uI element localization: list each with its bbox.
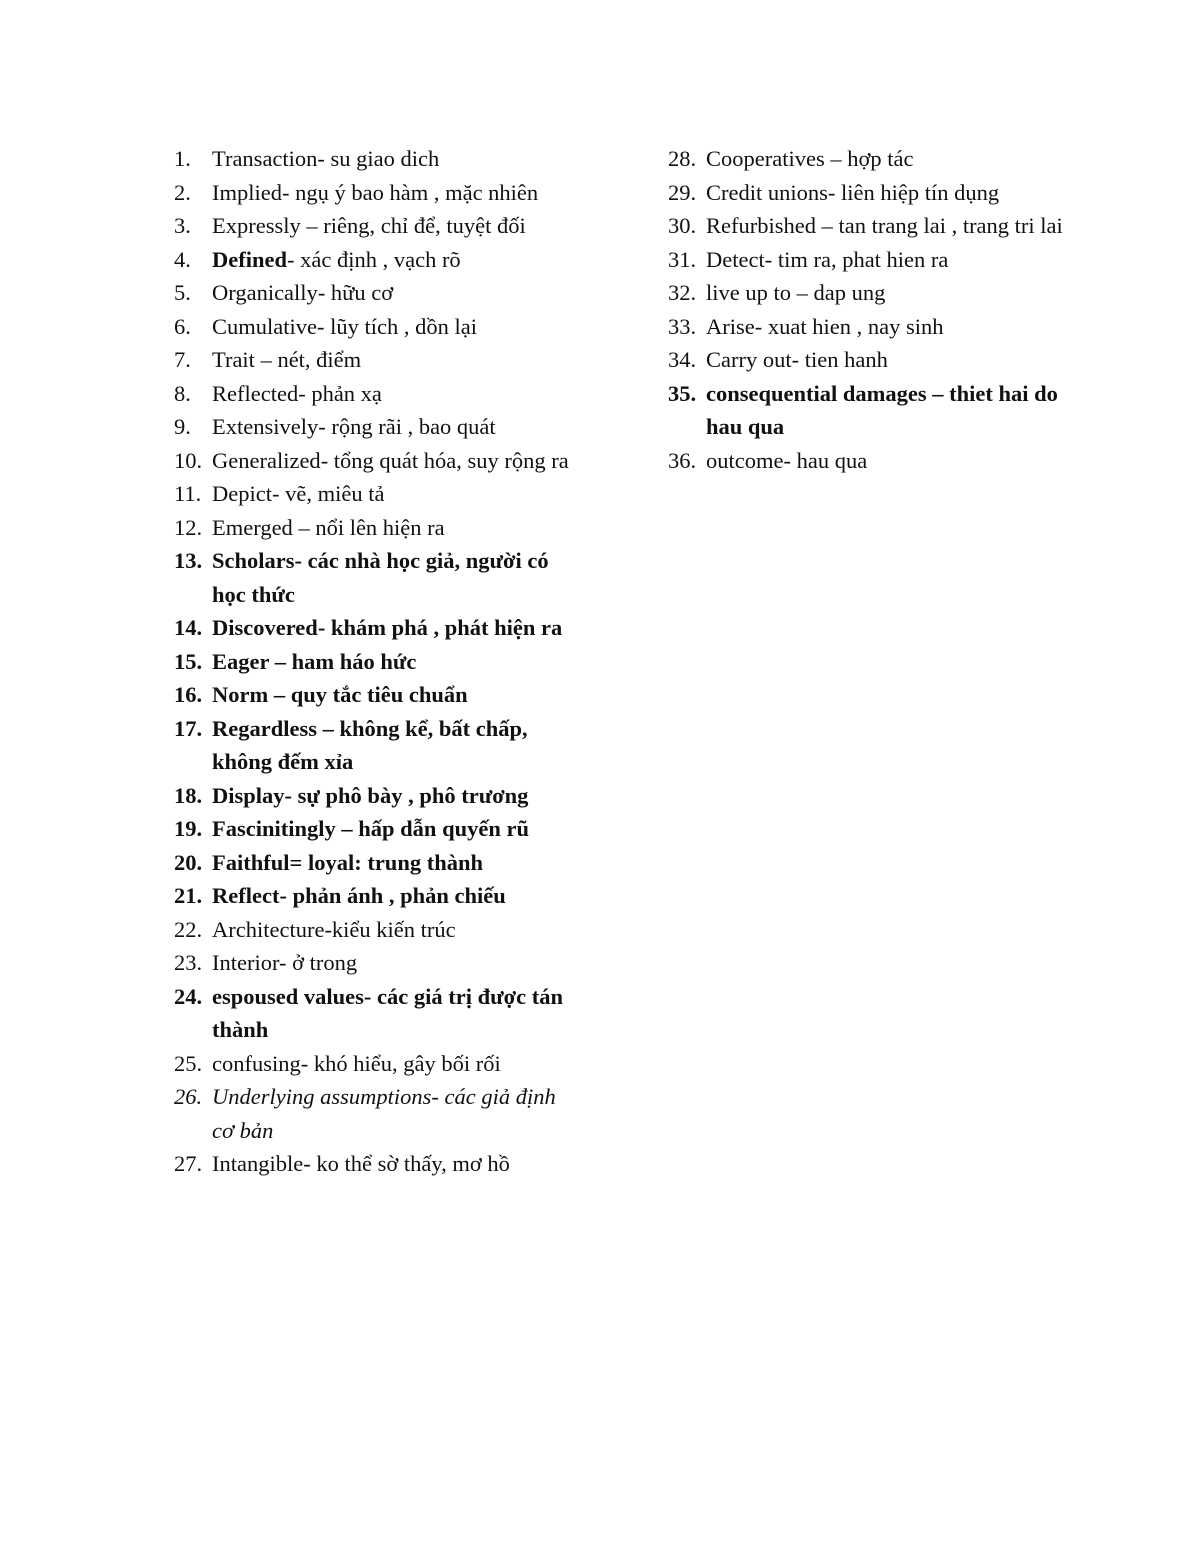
item-definition: - xuat hien , nay sinh [754,313,944,339]
list-item [174,343,574,377]
item-number: 29. [668,179,697,205]
item-text [212,444,574,478]
item-number: 28. [668,146,697,171]
list-item [668,343,1068,377]
list-item [668,176,1068,210]
list-item [174,611,574,645]
item-definition: - khám phá , phát hiện ra [317,615,563,640]
item-term: espoused values [212,983,364,1009]
item-term: Arise [706,313,755,339]
item-definition: - ko thể sờ thấy, mơ hồ [303,1151,510,1176]
item-term: Architecture [212,916,325,942]
item-term: Intangible [212,1151,304,1176]
list-item [668,444,1068,478]
item-definition: – dap ung [791,280,886,305]
list-item [668,276,1068,310]
item-text [212,846,574,880]
item-text [706,377,1068,444]
vocabulary-list-left [174,142,574,1181]
right-column [668,142,1068,477]
item-definition: – tan trang lai , trang tri lai [815,213,1063,238]
item-definition: - phản xạ [298,380,382,406]
item-number: 19. [174,816,203,841]
list-item [174,176,574,210]
list-item [174,812,574,846]
item-text [212,712,574,779]
list-item [668,243,1068,277]
item-term: Transaction [212,146,318,171]
item-text [706,176,1068,210]
item-number: 14. [174,615,203,640]
item-term: Display [212,782,285,808]
item-term: Norm [212,682,269,707]
item-term: Carry out [706,347,792,372]
list-item [668,142,1068,176]
item-definition: – nét, điểm [254,347,362,372]
item-text [706,209,1068,243]
item-term: Extensively [212,414,319,439]
item-definition: -kiểu kiến trúc [324,916,456,942]
item-definition: - khó hiểu, gây bối rối [300,1050,501,1076]
item-term: Expressly [212,213,301,238]
item-term: Implied [212,179,282,205]
item-text [212,980,574,1047]
item-definition: – quy tắc tiêu chuẩn [268,682,468,707]
item-number: 20. [174,849,203,875]
item-number: 18. [174,782,203,808]
item-number: 17. [174,715,203,741]
list-item [174,410,574,444]
item-term: Reflect [212,883,280,908]
list-item [174,310,574,344]
item-text [212,913,574,947]
list-item [174,913,574,947]
item-text [706,310,1068,344]
list-item [174,511,574,545]
item-text [212,477,574,511]
item-number: 10. [174,447,203,473]
item-number: 3. [174,213,191,238]
list-item [174,1080,574,1147]
item-text [212,310,574,344]
item-definition: - các nhà học giả, người có học thức [212,548,549,607]
item-definition: - các giả định cơ bản [212,1084,556,1143]
list-item [668,209,1068,243]
item-number: 22. [174,916,203,942]
item-definition: – hấp dẫn quyến rũ [335,816,529,841]
list-item [174,645,574,679]
item-number: 8. [174,380,191,406]
item-number: 34. [668,347,697,372]
list-item [174,879,574,913]
item-number: 16. [174,682,203,707]
item-text [212,779,574,813]
item-text [212,511,574,545]
item-number: 31. [668,246,697,272]
list-item [174,846,574,880]
item-text [212,1047,574,1081]
item-definition: - rộng rãi , bao quát [318,414,496,439]
item-text [212,410,574,444]
item-definition: - xác định , vạch rõ [287,246,461,272]
item-definition: – ham háo hức [269,648,417,674]
item-text [706,343,1068,377]
list-item [174,1147,574,1181]
item-term: Reflected [212,380,299,406]
item-text [212,209,574,243]
item-definition: – thiet hai do hau qua [706,380,1058,439]
item-text [212,1080,574,1147]
item-definition: - ở trong [279,950,358,975]
list-item [174,276,574,310]
item-text [706,142,1068,176]
item-number: 7. [174,347,191,372]
item-number: 2. [174,179,191,205]
item-definition: – riêng, chỉ để, tuyệt đối [300,213,526,238]
item-term: Organically [212,280,318,305]
item-term: Fascinitingly [212,816,336,841]
item-text [706,444,1068,478]
item-number: 5. [174,280,191,305]
item-definition: - hau qua [783,447,868,473]
item-text [706,276,1068,310]
item-definition: – không kể, bất chấp, không đếm xỉa [212,715,528,774]
item-number: 24. [174,983,203,1009]
item-text [212,176,574,210]
item-definition: - hữu cơ [317,280,394,305]
item-definition: - các giá trị được tán thành [212,983,563,1042]
item-term: Cumulative [212,313,317,339]
list-item [174,980,574,1047]
item-text [212,343,574,377]
item-number: 25. [174,1050,203,1076]
list-item [174,544,574,611]
item-term: Trait [212,347,255,372]
item-text [212,1147,574,1181]
item-term: outcome [706,447,784,473]
item-definition: = loyal: trung thành [289,849,483,875]
item-number: 30. [668,213,697,238]
list-item [174,209,574,243]
item-term: Faithful [212,849,290,875]
item-definition: - ngụ ý bao hàm , mặc nhiên [281,179,539,205]
item-definition: - lũy tích , dồn lại [317,313,477,339]
item-text [212,611,574,645]
list-item [668,310,1068,344]
item-number: 9. [174,414,191,439]
item-number: 11. [174,481,202,506]
item-text [706,243,1068,277]
item-number: 13. [174,548,203,573]
item-number: 27. [174,1151,203,1176]
item-term: Eager [212,648,270,674]
item-term: Emerged [212,514,293,540]
item-term: confusing [212,1050,301,1076]
item-number: 1. [174,146,191,171]
item-term: live up to [706,280,791,305]
item-text [212,276,574,310]
item-definition: - vẽ, miêu tả [271,481,385,506]
item-number: 21. [174,883,203,908]
item-number: 12. [174,514,203,540]
list-item [174,678,574,712]
item-text [212,377,574,411]
item-number: 15. [174,648,203,674]
item-number: 33. [668,313,697,339]
item-definition: – nổi lên hiện ra [292,514,445,540]
item-number: 26. [174,1084,203,1109]
item-term: Interior [212,950,280,975]
item-number: 36. [668,447,697,473]
item-term: Underlying assumptions [212,1084,432,1109]
list-item [174,946,574,980]
item-number: 4. [174,246,191,272]
left-column [174,142,574,1181]
item-definition: - tien hanh [791,347,888,372]
item-term: Generalized [212,447,321,473]
item-term: Cooperatives [706,146,825,171]
list-item [174,243,574,277]
item-text [212,946,574,980]
item-text [212,142,574,176]
item-number: 35. [668,380,697,406]
item-definition: - su giao dich [317,146,440,171]
item-term: Depict [212,481,272,506]
item-term: Regardless [212,715,317,741]
item-definition: - liên hiệp tín dụng [827,179,1000,205]
item-text [212,812,574,846]
item-term: Defined [212,246,287,272]
list-item [174,712,574,779]
vocabulary-list-right [668,142,1068,477]
item-definition: - phản ánh , phản chiếu [279,883,506,908]
list-item [668,377,1068,444]
list-item [174,779,574,813]
item-text [212,544,574,611]
list-item [174,477,574,511]
item-text [212,645,574,679]
list-item [174,1047,574,1081]
item-number: 6. [174,313,191,339]
item-term: consequential damages [706,380,927,406]
list-item [174,444,574,478]
item-term: Detect [706,246,765,272]
list-item [174,142,574,176]
list-item [174,377,574,411]
item-term: Credit unions [706,179,828,205]
item-text [212,678,574,712]
item-term: Scholars [212,548,295,573]
item-definition: - sự phô bày , phô trương [284,782,529,808]
item-term: Refurbished [706,213,816,238]
item-term: Discovered [212,615,318,640]
item-number: 23. [174,950,203,975]
item-definition: – hợp tác [824,146,914,171]
item-definition: - tim ra, phat hien ra [764,246,949,272]
item-number: 32. [668,280,697,305]
item-text [212,243,574,277]
item-definition: - tổng quát hóa, suy rộng ra [320,447,569,473]
item-text [212,879,574,913]
